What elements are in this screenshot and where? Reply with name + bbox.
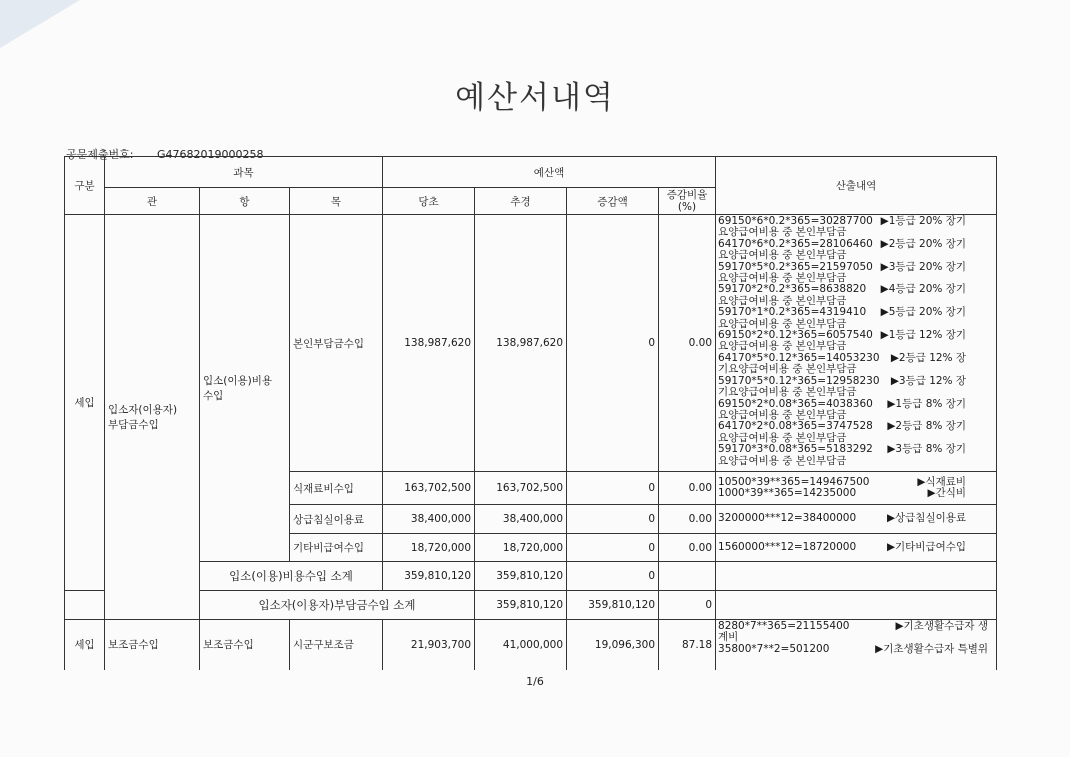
dangcho-cell: 18,720,000	[383, 534, 475, 562]
basis-line	[718, 488, 994, 499]
basis-item-name: ▶3등급 12% 장	[890, 374, 967, 387]
rate-cell: 0.00	[659, 215, 716, 472]
header-rate: 증감비율 (%)	[659, 188, 716, 215]
gwan-subtotal-label: 입소자(이용자)부담금수입 소계	[200, 591, 475, 620]
section2-hang: 보조금수입	[200, 620, 290, 670]
hang-subtotal-label: 입소(이용)비용수입 소계	[200, 562, 383, 591]
basis-list	[718, 542, 994, 553]
basis-memo: 요양급여비용 중 본인부담금	[718, 454, 847, 467]
chugyeong-cell: 163,702,500	[475, 472, 567, 505]
basis-cell	[716, 215, 997, 472]
header-yesanaek: 예산액	[383, 157, 716, 188]
basis-formula: 69150*2*0.12*365=6057540	[718, 329, 873, 342]
basis-cell	[716, 472, 997, 505]
mok-cell: 식재료비수입	[290, 472, 383, 505]
basis-item-name: ▶간식비	[927, 487, 967, 499]
dangcho-cell: 21,903,700	[383, 620, 475, 670]
basis-item-name: ▶2등급 12% 장	[890, 351, 967, 364]
basis-list	[718, 477, 994, 500]
basis-memo: 요양급여비용 중 본인부담금	[718, 317, 847, 330]
basis-item-name: ▶식재료비	[917, 475, 967, 488]
basis-line	[718, 644, 994, 655]
basis-item-name: ▶1등급 12% 장기	[880, 329, 967, 342]
mok-cell: 시군구보조금	[290, 620, 383, 670]
hang-subtotal-chugyeong: 359,810,120	[475, 562, 567, 591]
basis-formula: 10500*39**365=149467500	[718, 475, 870, 488]
basis-formula: 59170*2*0.2*365=8638820	[718, 283, 867, 296]
basis-list	[718, 621, 994, 655]
basis-formula: 69150*2*0.08*365=4038360	[718, 397, 873, 410]
hang-subtotal-rate	[659, 562, 716, 591]
rate-cell: 87.18	[659, 620, 716, 670]
header-gubun: 구분	[65, 157, 105, 215]
mok-cell: 본인부담금수입	[290, 215, 383, 472]
basis-item-name: ▶3등급 8% 장기	[887, 443, 967, 456]
basis-formula: 59170*3*0.08*365=5183292	[718, 443, 873, 456]
basis-memo: 요양급여비용 중 본인부담금	[718, 272, 847, 285]
hang-subtotal-diff: 0	[567, 562, 659, 591]
basis-memo: 요양급여비용 중 본인부담금	[718, 408, 847, 421]
basis-item-name: ▶2등급 8% 장기	[887, 420, 967, 433]
mok-cell: 상급침실이용료	[290, 505, 383, 534]
header-gwan: 관	[105, 188, 200, 215]
basis-formula: 64170*5*0.12*365=14053230	[718, 351, 880, 364]
rate-cell: 0.00	[659, 505, 716, 534]
hang-subtotal-dangcho: 359,810,120	[383, 562, 475, 591]
basis-memo: 기요양급여비용 중 본인부담금	[718, 386, 857, 399]
section1-hang: 입소(이용)비용 수입	[200, 215, 290, 562]
header-basis: 산출내역	[716, 157, 997, 215]
basis-memo: 요양급여비용 중 본인부담금	[718, 431, 847, 444]
basis-item-name: ▶2등급 20% 장기	[880, 237, 967, 250]
basis-item-name: ▶1등급 20% 장기	[880, 215, 967, 227]
basis-formula: 1560000***12=18720000	[718, 540, 857, 553]
diff-cell: 0	[567, 505, 659, 534]
header-hang: 항	[200, 188, 290, 215]
basis-list	[718, 513, 994, 524]
basis-item-name: ▶상급침실이용료	[886, 512, 967, 525]
basis-formula: 64170*2*0.08*365=3747528	[718, 420, 873, 433]
hang-subtotal-basis	[716, 562, 997, 591]
basis-item-name: ▶기초생활수급자 생	[895, 620, 989, 632]
dangcho-cell: 38,400,000	[383, 505, 475, 534]
header-mok: 목	[290, 188, 383, 215]
basis-formula: 64170*6*0.2*365=28106460	[718, 237, 873, 250]
scan-corner-shade	[0, 0, 80, 48]
header-jeunggam: 증감액	[567, 188, 659, 215]
basis-line	[718, 444, 994, 455]
basis-item-name: ▶기초생활수급자 특별위	[875, 642, 989, 655]
basis-line	[718, 421, 994, 432]
basis-list	[718, 216, 994, 467]
section2-gwan: 보조금수입	[105, 620, 200, 670]
gwan-subtotal-diff: 0	[659, 591, 716, 620]
section2-gubun: 세입	[65, 620, 105, 670]
section-divider-cell	[65, 591, 105, 620]
basis-cell	[716, 505, 997, 534]
diff-cell: 0	[567, 534, 659, 562]
basis-memo: 요양급여비용 중 본인부담금	[718, 226, 847, 239]
basis-formula: 8280*7**365=21155400	[718, 620, 850, 632]
basis-cell	[716, 534, 997, 562]
basis-memo: 요양급여비용 중 본인부담금	[718, 340, 847, 353]
basis-line	[718, 307, 994, 318]
basis-item-name: ▶3등급 20% 장기	[880, 260, 967, 273]
diff-cell: 0	[567, 472, 659, 505]
basis-formula: 35800*7**2=501200	[718, 642, 830, 655]
diff-cell: 19,096,300	[567, 620, 659, 670]
diff-cell: 0	[567, 215, 659, 472]
gwan-subtotal-dangcho: 359,810,120	[475, 591, 567, 620]
chugyeong-cell: 18,720,000	[475, 534, 567, 562]
chugyeong-cell: 38,400,000	[475, 505, 567, 534]
gwan-subtotal-chugyeong: 359,810,120	[567, 591, 659, 620]
dangcho-cell: 138,987,620	[383, 215, 475, 472]
dangcho-cell: 163,702,500	[383, 472, 475, 505]
chugyeong-cell: 138,987,620	[475, 215, 567, 472]
rate-cell: 0.00	[659, 472, 716, 505]
chugyeong-cell: 41,000,000	[475, 620, 567, 670]
header-dangcho: 당초	[383, 188, 475, 215]
basis-item-name: ▶기타비급여수입	[886, 540, 967, 553]
basis-line	[718, 513, 994, 524]
section1-gwan: 입소자(이용자) 부담금수입	[105, 215, 200, 620]
header-gwamok: 과목	[105, 157, 383, 188]
rate-cell: 0.00	[659, 534, 716, 562]
document-number-label: 공문제출번호:	[66, 148, 134, 161]
header-chugyeong: 추경	[475, 188, 567, 215]
basis-formula: 69150*6*0.2*365=30287700	[718, 215, 873, 227]
document-number-value: G47682019000258	[156, 148, 264, 161]
page-number: 1/6	[526, 675, 544, 688]
basis-cell	[716, 620, 997, 670]
page-title: 예산서내역	[455, 80, 615, 116]
budget-table	[64, 156, 997, 670]
basis-item-name: ▶1등급 8% 장기	[887, 397, 967, 410]
basis-line	[718, 621, 994, 632]
basis-item-name: ▶5등급 20% 장기	[880, 306, 967, 319]
basis-memo: 요양급여비용 중 본인부담금	[718, 249, 847, 262]
basis-formula: 59170*5*0.12*365=12958230	[718, 374, 880, 387]
basis-formula: 3200000***12=38400000	[718, 512, 857, 525]
basis-memo: 기요양급여비용 중 본인부담금	[718, 363, 857, 376]
basis-memo: 요양급여비용 중 본인부담금	[718, 294, 847, 307]
basis-formula: 59170*5*0.2*365=21597050	[718, 260, 873, 273]
basis-formula: 1000*39**365=14235000	[718, 487, 857, 499]
basis-memo: 계비	[718, 631, 739, 644]
gwan-subtotal-rate	[716, 591, 997, 620]
basis-item-name: ▶4등급 20% 장기	[880, 283, 967, 296]
basis-formula: 59170*1*0.2*365=4319410	[718, 306, 867, 319]
basis-line	[718, 542, 994, 553]
mok-cell: 기타비급여수입	[290, 534, 383, 562]
section1-gubun: 세입	[65, 215, 105, 591]
